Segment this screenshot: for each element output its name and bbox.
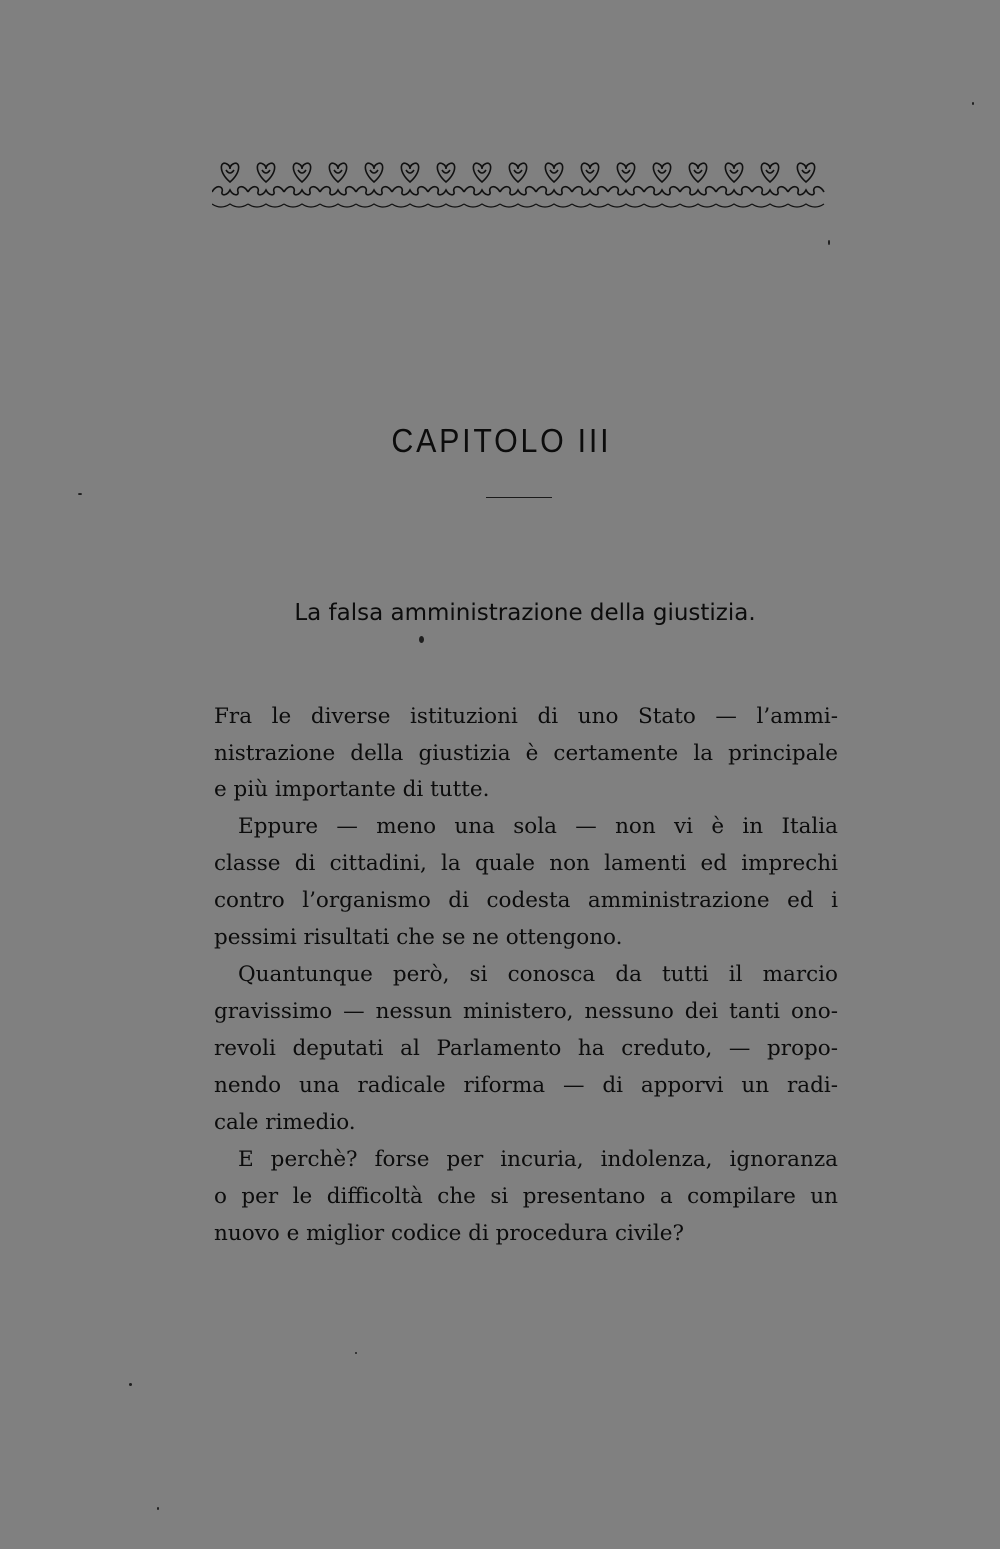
- ornament-wave: [464, 204, 500, 207]
- ornament-wave: [500, 204, 536, 207]
- ornament-curl: [766, 170, 774, 173]
- ornament-scroll: [500, 187, 536, 195]
- ornament-curl: [622, 170, 630, 173]
- ornament-scroll: [212, 187, 248, 195]
- ornament-curl: [550, 170, 558, 173]
- ornament-curl: [478, 170, 486, 173]
- text-line: o per le difficoltà che si presentano a compilare un: [214, 1184, 838, 1209]
- ornament-scroll: [356, 187, 392, 195]
- ornament-wave: [392, 204, 428, 207]
- ornament-wave: [284, 204, 320, 207]
- ink-speck: [972, 102, 974, 105]
- text-line: nuovo e miglior codice di procedura civile?: [214, 1221, 685, 1246]
- ornament-curl: [586, 170, 594, 173]
- ink-speck: [157, 1507, 159, 1510]
- ink-speck: [78, 493, 82, 495]
- ornament-scroll: [608, 187, 644, 195]
- ornament-curl: [334, 170, 342, 173]
- ornament-wave: [572, 204, 608, 207]
- ornament-wave: [536, 204, 572, 207]
- ornament-scroll: [248, 187, 284, 195]
- text-line: Eppure — meno una sola — non vi è in Italia: [238, 814, 838, 839]
- ornament-wave: [608, 204, 644, 207]
- ornament-wave: [428, 204, 464, 207]
- ornament-wave: [212, 204, 248, 207]
- ornament-scroll: [392, 187, 428, 195]
- ornament-wave: [320, 204, 356, 207]
- ornament-curl: [802, 170, 810, 173]
- ornament-scroll: [680, 187, 716, 195]
- ornament-wave: [248, 204, 284, 207]
- text-line: nendo una radicale riforma — di apporvi un radi-: [214, 1073, 838, 1098]
- ornament-scroll: [644, 187, 680, 195]
- ornament-scroll: [536, 187, 572, 195]
- text-line: E perchè? forse per incuria, indolenza, ignoranza: [238, 1147, 838, 1172]
- ornament-scroll: [284, 187, 320, 195]
- ink-speck: [129, 1383, 132, 1386]
- text-line: e più importante di tutte.: [214, 777, 490, 802]
- ornament-curl: [370, 170, 378, 173]
- title-rule: [486, 497, 552, 498]
- ornament-scroll: [752, 187, 788, 195]
- ornament-curl: [262, 170, 270, 173]
- ornament-scroll: [572, 187, 608, 195]
- ornament-curl: [658, 170, 666, 173]
- ornament-wave: [644, 204, 680, 207]
- ornament-curl: [442, 170, 450, 173]
- text-line: nistrazione della giustizia è certamente la principale: [214, 741, 838, 766]
- text-line: revoli deputati al Parlamento ha creduto, — propo-: [214, 1036, 838, 1061]
- ornament-curl: [298, 170, 306, 173]
- chapter-title: CAPITOLO III: [391, 422, 612, 459]
- ornament-wave: [356, 204, 392, 207]
- ornament-wave: [752, 204, 788, 207]
- ornament-scroll: [428, 187, 464, 195]
- ornament-scroll: [320, 187, 356, 195]
- ornament-curl: [406, 170, 414, 173]
- ornament-curl: [694, 170, 702, 173]
- ink-speck: [419, 636, 424, 643]
- text-line: gravissimo — nessun ministero, nessuno dei tanti ono-: [214, 999, 838, 1024]
- section-title: La falsa amministrazione della giustizia.: [294, 600, 756, 626]
- text-line: pessimi risultati che se ne ottengono.: [214, 925, 623, 950]
- ornament-scroll: [716, 187, 752, 195]
- ornament-curl: [514, 170, 522, 173]
- ornament-wave: [716, 204, 752, 207]
- ornament-scroll: [788, 187, 824, 195]
- ornament-wave: [680, 204, 716, 207]
- ornament-wave: [788, 204, 824, 207]
- ornament-curl: [226, 170, 234, 173]
- ornament-scroll: [464, 187, 500, 195]
- ink-speck: [828, 240, 830, 245]
- decorative-border-ornament: [212, 158, 830, 214]
- ornament-curl: [730, 170, 738, 173]
- text-line: Quantunque però, si conosca da tutti il marcio: [238, 962, 838, 987]
- text-line: cale rimedio.: [214, 1110, 356, 1135]
- ink-speck: [355, 1352, 357, 1354]
- text-line: Fra le diverse istituzioni di uno Stato — l’ammi-: [214, 704, 838, 729]
- text-line: classe di cittadini, la quale non lamenti ed imprechi: [214, 851, 838, 876]
- text-line: contro l’organismo di codesta amministrazione ed i: [214, 888, 838, 913]
